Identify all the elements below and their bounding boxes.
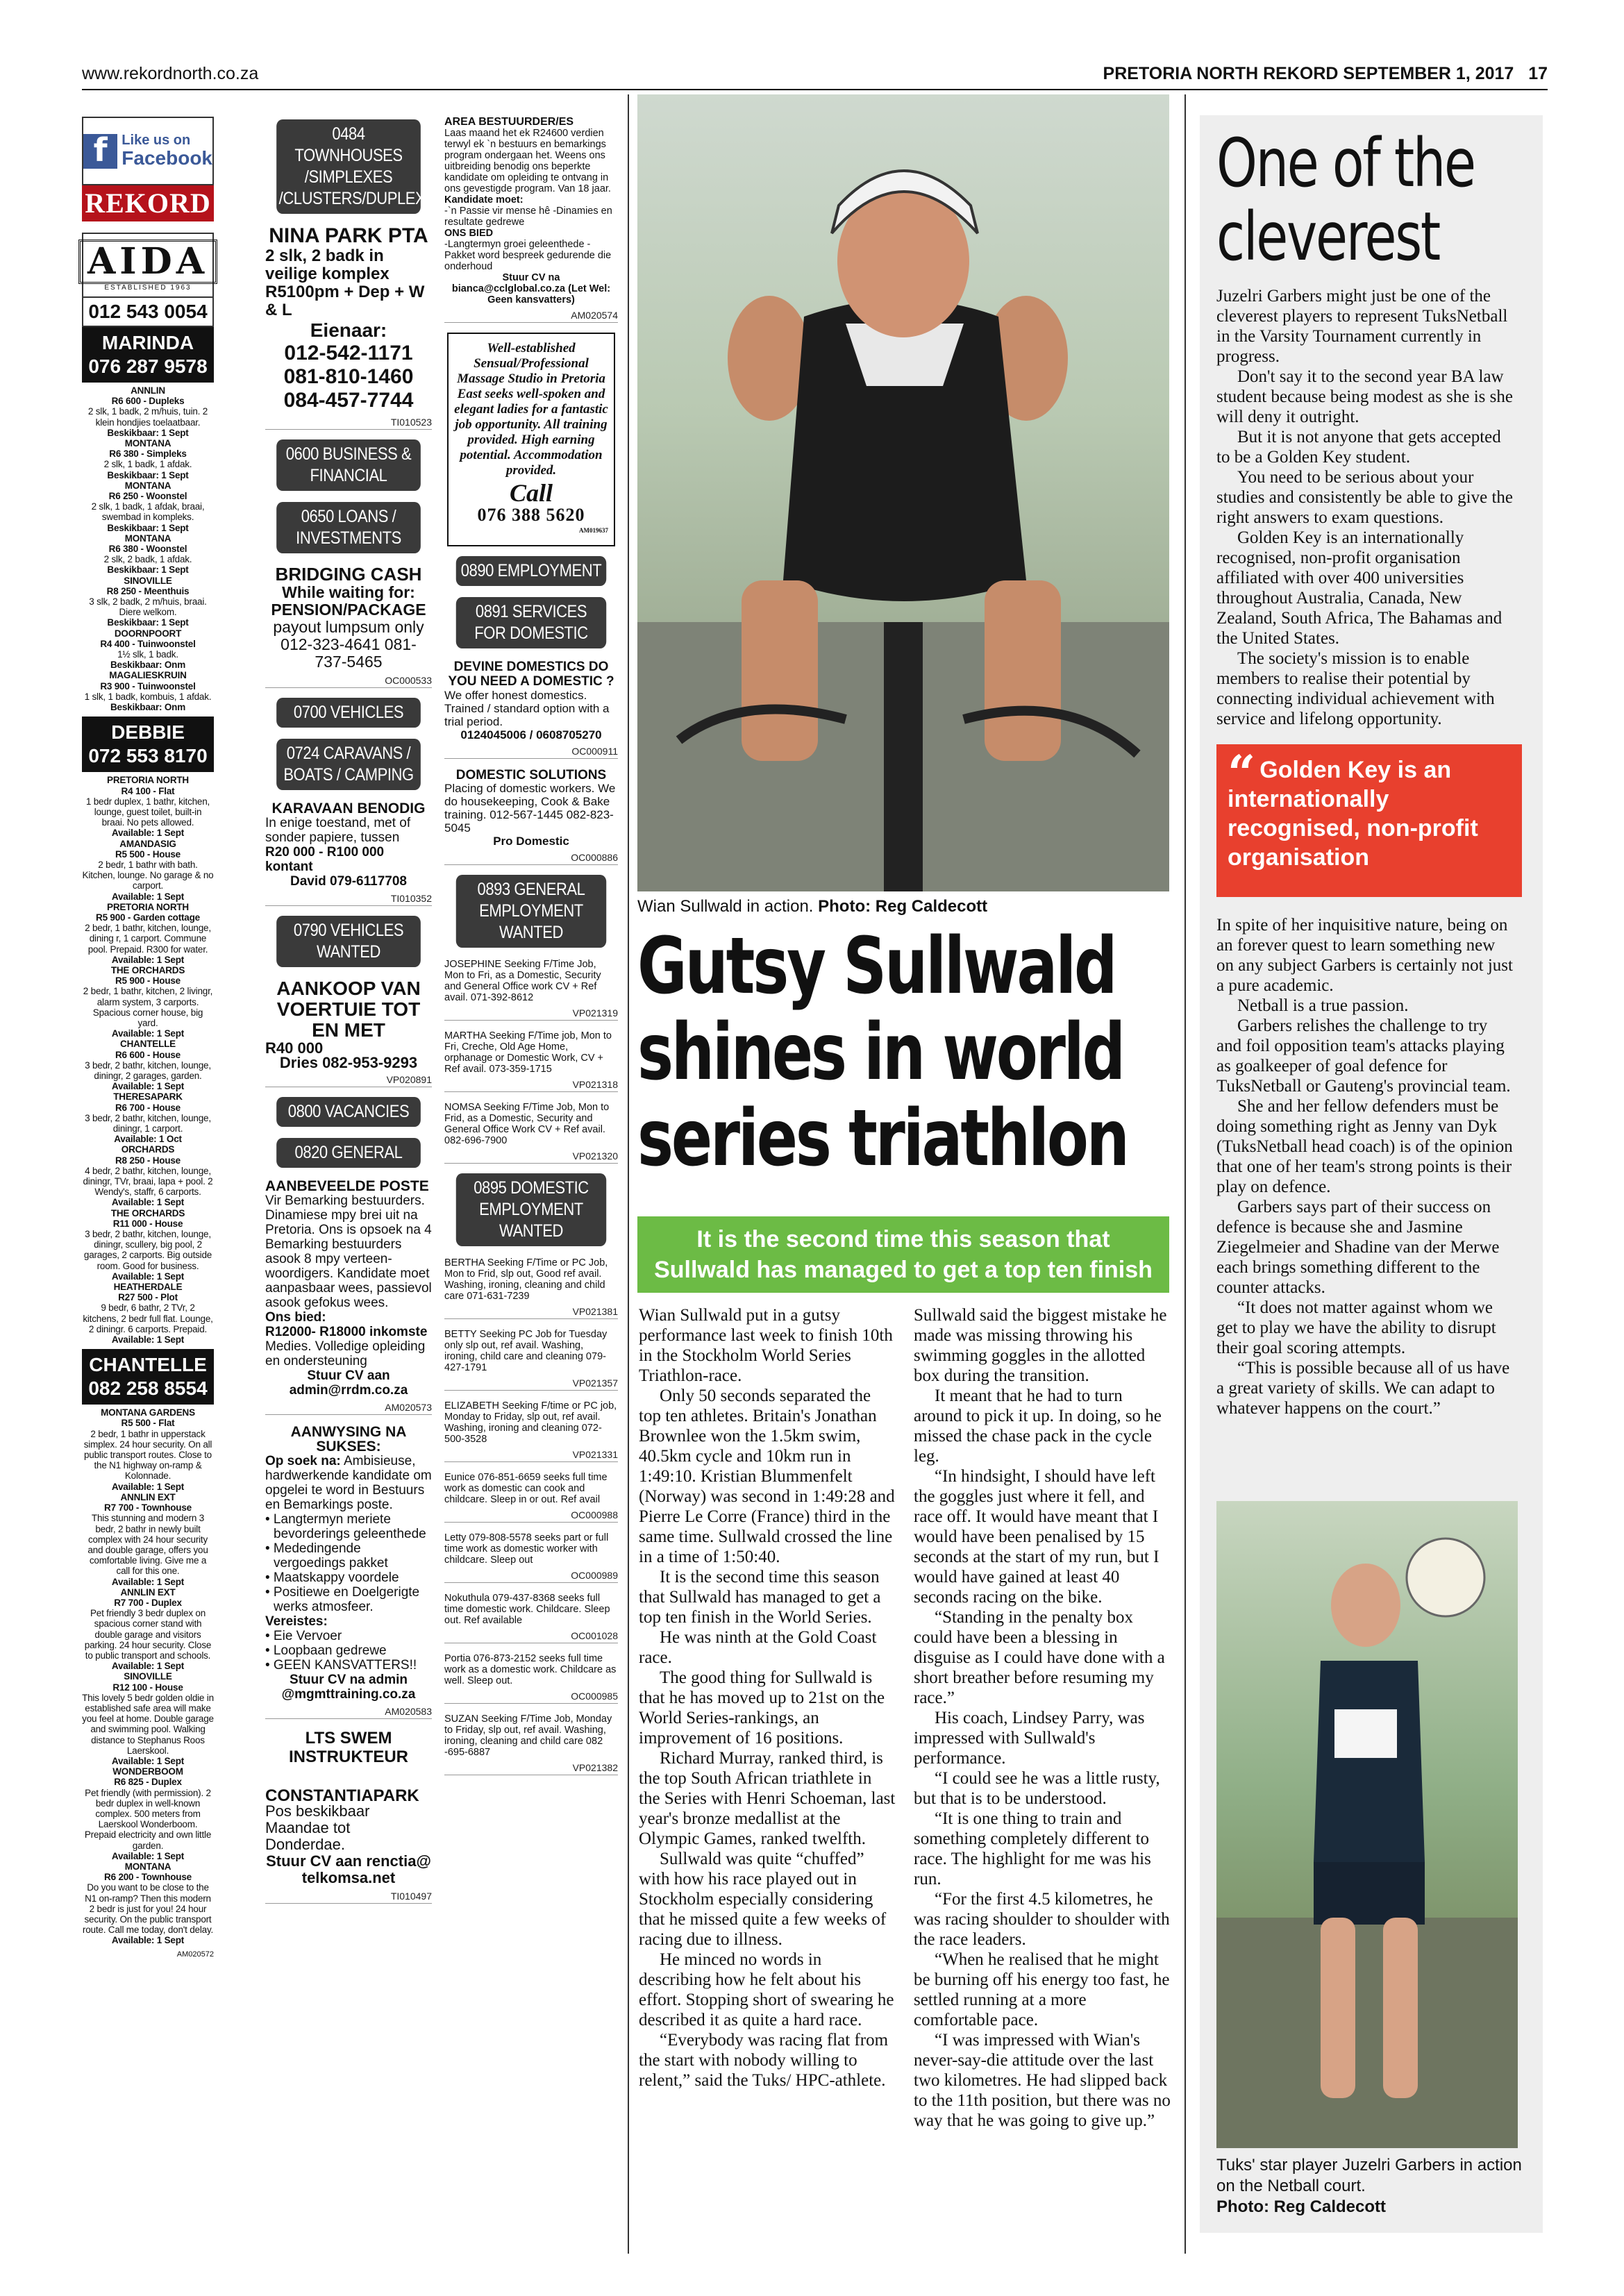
listing-line: 3 bedr, 2 bathr, kitchen, lounge, diningr, 2 garages, garden. [85,1059,211,1081]
bullet-item: • Loopbaan gedrewe [265,1643,387,1658]
listing-line: Available: 1 Sept [111,1850,185,1861]
bullet-item: • Eie Vervoer [265,1629,342,1643]
wanted-ad: Letty 079-808-5578 seeks part or full time work as domestic worker with childcare. Sleep out [444,1532,609,1566]
listing-line: R27 500 - Plot [118,1292,178,1303]
listing-line: Available: 1 Sept [111,828,185,839]
article-paragraph: Juzelri Garbers might just be one of the cleverest players to represent TuksNetball in the Varsity Tournament currently in progress. [1216,287,1508,366]
listing-line: Available: 1 Sept [111,954,185,965]
listing-line: ORCHARDS [121,1144,175,1155]
column-rule [1184,94,1186,2254]
listing-line: 3 bedr, 2 bathr, kitchen, lounge, diningr, 1 carport. [85,1112,211,1134]
classified-ad: KARAVAAN BENODIG In enige toestand, met of sonder papiere, tussen R20 000 - R100 000 kontant David 079-6117708 [265,801,426,889]
ad-ref: AM020573 [265,1402,432,1415]
listing-line: R5 500 - Flat [121,1418,175,1429]
ad-ref: VP021319 [444,1007,618,1021]
ad-ref: VP020891 [265,1074,432,1087]
classified-ad: AREA BESTUURDER/ES Laas maand het ek R24600 verdien terwyl ek `n bestuurs en bemarkings program ondergaan het. Weens ons uitbreiding benodig ons beperkte kandidate om opleiding te ontvang in ons gevestigde program. Van 18 jaar. Kandidate moet: -`n Passie vir mense hê -Dinamies en resultate gedrewe ONS BIED -Langtermyn groei geleenthede -Pakket word bespreek gedurende die onderhoud Stuur CV na bianca@cclglobal.co.za (Let Wel: Geen kansvatters) [444,116,612,305]
listing-line: R5 900 - Garden cottage [96,912,200,923]
article-paragraph: “For the first 4.5 kilometres, he was racing shoulder to shoulder with the race leaders. [914,1890,1170,1949]
article-paragraph: Sullwald was quite “chuffed” with how his race played out in Stockholm especially considering that he missed quite a few weeks of racing due to illness. [639,1850,887,1949]
article-paragraph: Only 50 seconds separated the top ten athletes. Britain's Jonathan Brownlee won the 1.5km swim, 40.5km cycle and 10km run in 1:49:10. Kristian Blummenfelt (Norway) was second in 1:49:28 and Pierre Le Corre (France) third in the same time. Sullwald crossed the line in a time of 1:50:40. [639,1386,895,1566]
article-paragraph: Netball is a true passion. [1237,996,1409,1015]
listing-line: 2 bedr, 1 bathr, kitchen, 2 livingr, alarm system, 3 carports. Spacious corner house, big yard. [83,986,213,1028]
article-paragraph: You need to be serious about your studies and consistently be able to give the right answers to exam questions. [1216,468,1513,527]
listing-line: R6 250 - Woonstel [108,491,187,502]
article-paragraph: “It is one thing to train and something completely different to race. The highlight for me was his run. [914,1809,1151,1888]
headline: Gutsy Sullwald shines in world series triathlon [637,921,1128,1184]
wanted-ad: SUZAN Seeking F/Time Job, Monday to Friday, slp out, ref avail. Washing, ironing, cleaning and child care 082 -695-6887 [444,1713,612,1758]
listing-line: R7 700 - Townhouse [104,1502,192,1514]
ad-ref: OC001028 [444,1630,618,1643]
listing-line: R8 250 - House [115,1155,181,1166]
listing-line: R5 900 - House [115,975,181,987]
listing-line: Beskikbaar: 1 Sept [107,469,189,480]
listing-line: Beskikbaar: Onm [110,702,186,713]
listing-line: Available: 1 Sept [111,1271,185,1282]
category-header: 0890 EMPLOYMENT [456,556,606,586]
aida-logo: AIDA ESTABLISHED 1963 [82,233,214,298]
listing-line: ANNLIN EXT [120,1491,176,1502]
wanted-ad: MARTHA Seeking F/Time job, Mon to Fri, Creche, Old Age Home, orphanage or Domestic Work, CV + Ref avail. 073-359-1715 [444,1030,612,1075]
ad-ref: OC000989 [444,1570,618,1583]
listing-line: R8 250 - Meenthuis [106,585,190,596]
listing-line: R6 380 - Simpleks [109,449,187,460]
listing-line: SINOVILLE [124,1671,172,1682]
classified-ad: DEVINE DOMESTICS DO YOU NEED A DOMESTIC ? We offer honest domestics. Trained / standard option with a trial period. 0124045006 / 0608705270 [444,660,614,741]
bullet-item: • GEEN KANSVATTERS!! [265,1658,417,1673]
ad-ref: VP021382 [444,1762,618,1775]
article-paragraph: Richard Murray, ranked third, is the top South African triathlete in the Series with Henri Schoeman, last year's bronze medallist at the Olympic Games, ranked twelfth. [639,1749,896,1848]
listing-line: PRETORIA NORTH [107,901,189,912]
agent-listings [82,772,214,1349]
listing-line: R12 100 - House [112,1682,183,1693]
header-rule [82,89,1548,90]
listing-line: 1 slk, 1 badk, kombuis, 1 afdak. [84,691,212,702]
article-paragraph: Sullwald said the biggest mistake he made was missing throwing his swimming goggles in the allotted box during the transition. [914,1306,1167,1385]
article-paragraph: The good thing for Sullwald is that he has moved up to 21st on the World Series-rankings, an improvement of 16 positions. [639,1668,885,1748]
article-paragraph: Garbers says part of their success on defence is because she and Jasmine Ziegelmeier and Shadine van der Merwe each brings something different to the counter attacks. [1216,1198,1500,1297]
listing-line: Beskikbaar: 1 Sept [107,564,189,576]
listing-line: MONTANA [124,1861,171,1872]
listing-line: R6 700 - House [115,1102,181,1113]
agent-header [82,1349,214,1405]
ad-ref: OC000988 [444,1509,618,1523]
classified-ad: AANKOOP VAN VOERTUIE TOT EN MET R40 000 Dries 082-953-9293 [265,978,421,1071]
ad-ref: OC000533 [265,675,432,688]
netball-photo [1216,1501,1518,2148]
article-paragraph: “In hindsight, I should have left the goggles just where it fell, and race off. It would have meant that I would have been penalised by 15 seconds at the start of my run, but I would have gained at least 40 seconds racing on the bike. [914,1467,1160,1607]
article-paragraph: “I could see he was a little rusty, but that is to be understood. [914,1769,1160,1808]
listing-line: 2 slk, 1 badk, 2 m/huis, tuin. 2 klein hondjies toelaatbaar. [87,406,208,428]
masthead: PRETORIA NORTH REKORD SEPTEMBER 1, 2017 17 [1103,64,1548,83]
article-column-2 [914,1305,1171,2131]
facebook-promo[interactable]: f Like us on Facebook [82,117,214,185]
listing-line: 4 bedr, 2 bathr, kitchen, lounge, diningr, TVr, braai, lapa + pool. 2 Wendy's, staffr, 6 carports. [83,1165,213,1198]
bullet-item: • Mededingende vergoedings pakket [265,1541,388,1570]
listing-line: Beskikbaar: 1 Sept [107,522,189,533]
listing-line: Available: 1 Oct [114,1134,182,1145]
listing-line: ANNLIN EXT [120,1586,176,1598]
listing-line: DOORNPOORT [114,628,182,639]
ad-ref: AM020574 [444,310,618,323]
wanted-ad: Eunice 076-851-6659 seeks full time work as domestic can cook and childcare. Sleep in or out. Ref avail [444,1472,608,1505]
listing-line: R4 400 - Tuinwoonstel [100,638,196,649]
massage-ad: Well-established Sensual/Professional Massage Studio in Pretoria East seeks well-spoken and elegant ladies for a fantastic job opportunity. All training provided. High earning potential. Accommodation provided. Call 076 388 5620 AM019637 [447,333,615,546]
classifieds-column-2 [265,117,445,1913]
article-paragraph: She and her fellow defenders must be doing something right as Jenny van Dyk (TuksNetball head coach) is of the opinion that one of her team's strong points is their play on defence. [1216,1097,1513,1196]
agent-listings [82,383,214,717]
listing-line: R6 380 - Woonstel [108,544,187,555]
photo-caption: Tuks' star player Juzelri Garbers in action on the Netball court. Photo: Reg Caldecott [1216,2156,1522,2216]
listing-line: 9 bedr, 6 bathr, 2 TVr, 2 kitchens, 2 bedr full flat. Lounge, 2 diningr. 6 carports. Prepaid. [83,1302,213,1334]
classified-ad: AANWYSING NA SUKSES: Op soek na: Ambisieuse, hardwerkende kandidate om opgelei te word in Bestuurs en Bemarkings poste. • Langtermyn meriete bevorderings geleenthede • Mededingende vergoedings pakket • Maatskappy voordele • Positiewe en Doelgerigte werks atmosfeer. Vereistes: • Eie Vervoer • Loopbaan gedrewe • GEEN KANSVATTERS!! Stuur CV na admin @mgmttraining.co.za [265,1424,432,1702]
category-header: 0600 BUSINESS & FINANCIAL [276,439,421,491]
classified-ad: DOMESTIC SOLUTIONS Placing of domestic workers. We do housekeeping, Cook & Bake training. 012-567-1445 082-823-5045 Pro Domestic [444,768,616,848]
listing-line: SINOVILLE [124,575,172,586]
category-header: 0800 VACANCIES [276,1097,421,1127]
wanted-list [444,1257,618,1775]
listing-line: R6 600 - Dupleks [111,396,185,407]
category-header: 0820 GENERAL [276,1138,421,1168]
ad-ref: VP021331 [444,1449,618,1462]
agent-phone: 082 258 8554 [88,1377,208,1400]
listing-line: R6 200 - Townhouse [104,1872,192,1883]
category-header: 0700 VEHICLES [276,698,421,728]
agent-phone: 076 287 9578 [88,355,208,377]
classified-ad: CONSTANTIAPARK Pos beskikbaar Maandae tot Donderdae. Stuur CV aan renctia@ telkomsa.net [265,1786,431,1886]
bullet-item: • Maatskappy voordele [265,1570,399,1585]
listing-line: MONTANA GARDENS [101,1407,195,1418]
wanted-ad: ELIZABETH Seeking F/time or PC job, Monday to Friday, slp out, ref avail. Washing, ironing and cleaning 072-500-3528 [444,1400,617,1445]
ad-ref: OC000886 [444,852,618,865]
listing-line: Available: 1 Sept [111,1661,185,1672]
facebook-icon: f [83,134,117,169]
listing-line: Available: 1 Sept [111,1028,185,1039]
listing-line: 3 bedr, 2 bathr, kitchen, lounge, diningr, scullery, big pool, 2 garages, 2 carports. Big outside room. Good for business. [83,1229,212,1271]
listing-line: MONTANA [124,480,171,491]
sidebar-title: One of the cleverest [1216,124,1475,276]
ad-ref: VP021357 [444,1377,618,1391]
agent-header [82,717,214,772]
classified-ad: AANBEVEELDE POSTE Vir Bemarking bestuurders. Dinamiese mpy brei uit na Pretoria. Ons is opsoek na 4 Bemarking bestuurders asook 8 mpy verteen-woordigers. Kandidate moet aanpasbaar wees, passievol asook gefokus wees. Ons bied: R12000- R18000 inkomste Medies. Volledige opleiding en ondersteuning Stuur CV aan admin@rrdm.co.za [265,1178,432,1398]
classified-ad: LTS SWEM INSTRUKTEUR [289,1729,408,1766]
listing-line: Available: 1 Sept [111,1481,185,1492]
article-paragraph: “When he realised that he might be burning off his energy too fast, he settled running at a more comfortable pace. [914,1950,1170,2029]
listing-line: R4 100 - Flat [121,785,175,796]
listing-line: 2 slk, 1 badk, 1 afdak, braai, swembad in kompleks. [91,501,205,523]
ad-ref: TI010352 [265,893,432,906]
listing-line: Do you want to be close to the N1 on-ramp? Then this modern 2 bedr is just for you! 24 hour security. On the public transport route. Call me today, don't delay. [82,1882,214,1936]
category-header: 0895 DOMESTIC EMPLOYMENT WANTED [456,1173,606,1246]
classifieds-column-3 [444,117,618,1785]
category-header: 0790 VEHICLES WANTED [276,916,421,967]
netball-illustration [1216,1501,1518,2148]
wanted-list [444,959,618,1164]
listing-line: R7 700 - Duplex [114,1597,182,1608]
listing-line: Available: 1 Sept [111,1935,185,1946]
listing-line: AMANDASIG [119,838,176,849]
sidebar-text-a [1216,286,1515,729]
ad-ref: VP021381 [444,1306,618,1319]
listing-line: ANNLIN [131,385,165,396]
listing-line: WONDERBOOM [112,1766,183,1777]
article-column-1 [639,1305,896,2090]
listing-line: Available: 1 Sept [111,1755,185,1766]
wanted-ad: Nokuthula 079-437-8368 seeks full time domestic work. Childcare. Sleep out. Ref available [444,1593,610,1626]
ad-ref: OC000911 [444,746,618,759]
article-paragraph: “Everybody was racing flat from the start with nobody willing to relent,” said the Tuks/ HPC-athlete. [639,2031,889,2090]
listing-line: 3 slk, 2 badk, 2 m/huis, braai. Diere welkom. [89,596,207,618]
listing-line: Available: 1 Sept [111,1197,185,1208]
listing-line: 1 bedr duplex, 1 bathr, kitchen, lounge, guest toilet, built-in braai. No pets allowed. [85,796,210,828]
article-paragraph: Garbers relishes the challenge to try and foil opposition team's attacks playing as goalkeeper of goal defence for TuksNetball or Gauteng's provincial team. [1216,1016,1511,1096]
listing-line: Pet friendly (with permission). 2 bedr duplex in well-known complex. 500 meters from Laerskool Wonderboom. Prepaid electricity and own little garden. [84,1787,212,1851]
ad-ref: OC000985 [444,1691,618,1704]
listing-line: R5 500 - House [115,848,181,860]
listing-line: Beskikbaar: 1 Sept [107,617,189,628]
listing-line: 2 bedr, 1 bathr in upperstack simplex. 24 hour security. On all public transport routes. Close to the N1 highway on-ramp & Kolonnade. [83,1428,212,1482]
listing-line: THE ORCHARDS [110,964,185,975]
article-paragraph: The society's mission is to enable members to realise their potential by connecting individual achievement with service and lifelong opportunity. [1216,649,1495,728]
article-paragraph: Wian Sullwald put in a gutsy performance last week to finish 10th in the Stockholm World Series Triathlon-race. [639,1306,893,1385]
agents-column [82,117,214,1959]
listing-line: MONTANA [124,533,171,544]
wanted-ad: BETTY Seeking PC Job for Tuesday only slp out, ref avail. Washing, ironing, child care and cleaning 079- 427-1791 [444,1329,608,1373]
agent-phone: 072 553 8170 [88,745,208,767]
agent-header [82,327,214,383]
article-paragraph: Golden Key is an internationally recognised, non-profit organisation affiliated with over 400 universities throughout Australia, Canada, New Zealand, South Africa, The Bahamas and the United States. [1216,528,1502,648]
classified-ad: BRIDGING CASH While waiting for: PENSION/PACKAGE payout lumpsum only 012-323-4641 081-737-5465 [271,564,426,671]
listing-line: 2 slk, 2 badk, 1 afdak. [103,554,192,565]
listing-line: Beskikbaar: Onm [110,660,186,671]
listing-line: Beskikbaar: 1 Sept [107,427,189,438]
aida-phone: 012 543 0054 [82,298,214,327]
article-paragraph: In spite of her inquisitive nature, being on an forever quest to learn something new on any subject Garbers is certainly not just a pure academic. [1216,916,1513,995]
quote-mark-icon: “ [1228,744,1256,802]
ad-ref: VP021320 [444,1150,618,1164]
website-url: www.rekordnorth.co.za [82,64,259,83]
cyclist-illustration [637,94,1169,891]
category-header: 0891 SERVICES FOR DOMESTIC [456,597,606,648]
listing-line: MONTANA [124,438,171,449]
listing-line: CHANTELLE [120,1039,176,1050]
classified-ad: NINA PARK PTA 2 slk, 2 badk in veilige komplex R5100pm + Dep + W & L Eienaar: 012-542-1171 081-810-1460 084-457-7744 [265,224,428,412]
article-paragraph: “It does not matter against whom we get to play we have the ability to disrupt their goal scoring attempts. [1216,1298,1496,1357]
article-paragraph: It meant that he had to turn around to pick it up. In doing, so he missed the chase pack in the cycle leg. [914,1386,1162,1466]
agent-list [82,327,214,1950]
rekord-logo: REKORD [82,185,214,221]
article-paragraph: He minced no words in describing how he felt about his effort. Stopping short of swearing he described it as quite a hard race. [639,1950,894,2029]
listing-line: Available: 1 Sept [111,1334,185,1346]
article-paragraph: “I was impressed with Wian's never-say-die attitude over the last two kilometres. He had slipped back to the 11th position, but there was no way that he was going to give up.” [914,2031,1171,2130]
listing-line: PRETORIA NORTH [107,775,189,786]
listing-line: THERESAPARK [113,1091,183,1103]
article-paragraph: He was ninth at the Gold Coast race. [639,1628,877,1667]
sidebar-text-b [1216,915,1515,1418]
column-rule [628,94,629,2254]
article-paragraph: “Standing in the penalty box could have been a blessing in disguise as I could have done with a short breather before resuming my race.” [914,1608,1165,1707]
listing-line: 2 bedr, 1 bathr, kitchen, lounge, dining r, 1 carport. Commune pool. Prepaid. R300 for water. [85,923,211,955]
listing-line: R6 600 - House [115,1049,181,1060]
pull-quote: “ Golden Key is an internationally recognised, non-profit organisation [1216,744,1522,897]
wanted-ad: JOSEPHINE Seeking F/Time Job, Mon to Fri, as a Domestic, Security and General Office work CV + Ref avail. 071-392-8612 [444,959,601,1003]
article-paragraph: Don't say it to the second year BA law student because being modest as she is she will deny it outright. [1216,367,1513,426]
category-header: 0893 GENERAL EMPLOYMENT WANTED [456,875,606,948]
listing-line: 2 bedr, 1 bathr with bath. Kitchen, lounge. No garage & no carport. [82,859,214,891]
standfirst: It is the second time this season that Sullwald has managed to get a top ten finish [637,1216,1169,1293]
listing-line: THE ORCHARDS [110,1207,185,1218]
listing-line: Available: 1 Sept [111,1081,185,1092]
ad-ref: TI010497 [265,1891,432,1904]
listing-line: This lovely 5 bedr golden oldie in established safe area will make you feel at home. Double garage and swimming pool. Walking distance to Stephanus Roos Laerskool. [82,1692,214,1756]
agent-name: DEBBIE [111,721,185,744]
listing-line: This stunning and modern 3 bedr, 2 bathr in newly built complex with 24 hour security and double garage, offers you comfortable living. Give me a call for this one. [87,1513,208,1577]
photo-caption: Wian Sullwald in action. Photo: Reg Caldecott [637,897,988,916]
ad-ref: AM020572 [176,1950,214,1959]
listing-line: R6 825 - Duplex [114,1777,182,1788]
category-header: 0650 LOANS / INVESTMENTS [276,502,421,553]
category-header: 0724 CARAVANS / BOATS / CAMPING [276,739,421,790]
article-paragraph: “This is possible because all of us have a great variety of skills. We can adapt to whatever happens on the court.” [1216,1359,1510,1418]
agent-name: MARINDA [101,332,194,353]
article-paragraph: It is the second time this season that Sullwald has managed to get a top ten finish in the World Series. [639,1568,881,1627]
article-paragraph: His coach, Lindsey Parry, was impressed with Sullwald's performance. [914,1709,1145,1768]
listing-line: 2 slk, 1 badk, 1 afdak. [103,459,192,470]
cyclist-photo [637,94,1169,891]
agent-listings [82,1405,214,1950]
agent-name: CHANTELLE [89,1354,207,1376]
listing-line: HEATHERDALE [113,1282,183,1293]
wanted-ad: NOMSA Seeking F/Time Job, Mon to Frid, as a Domestic, Security and General Office Work CV + Ref avail. 082-696-7900 [444,1102,610,1146]
ad-ref: AM020583 [265,1706,432,1719]
wanted-ad: Portia 076-873-2152 seeks full time work as a domestic work. Childcare as well. Sleep out. [444,1653,617,1686]
wanted-ad: BERTHA Seeking F/Time or PC Job, Mon to Frid, slp out, Good ref avail. Washing, ironing, cleaning and child care 071-631-7239 [444,1257,608,1302]
article-paragraph: But it is not anyone that gets accepted to be a Golden Key student. [1216,428,1501,467]
ad-ref: VP021318 [444,1079,618,1092]
page-number: 17 [1528,64,1548,83]
listing-line: 1½ slk, 1 badk. [117,649,178,660]
listing-line: Available: 1 Sept [111,1576,185,1587]
listing-line: Available: 1 Sept [111,891,185,902]
ad-ref: TI010523 [265,417,432,430]
listing-line: R3 900 - Tuinwoonstel [100,680,196,692]
bullet-item: • Positiewe en Doelgerigte werks atmosfeer. [265,1585,420,1614]
listing-line: Pet friendly 3 bedr duplex on spacious corner stand with double garage and visitors parking. 24 hour security. Close to public transport and schools. [84,1608,212,1661]
category-header: 0484 TOWNHOUSES /SIMPLEXES /CLUSTERS/DUPLEXES [276,119,421,214]
listing-line: MAGALIESKRUIN [109,670,187,681]
bullet-item: • Langtermyn meriete bevorderings geleenthede [265,1512,426,1541]
listing-line: R11 000 - House [112,1218,183,1229]
